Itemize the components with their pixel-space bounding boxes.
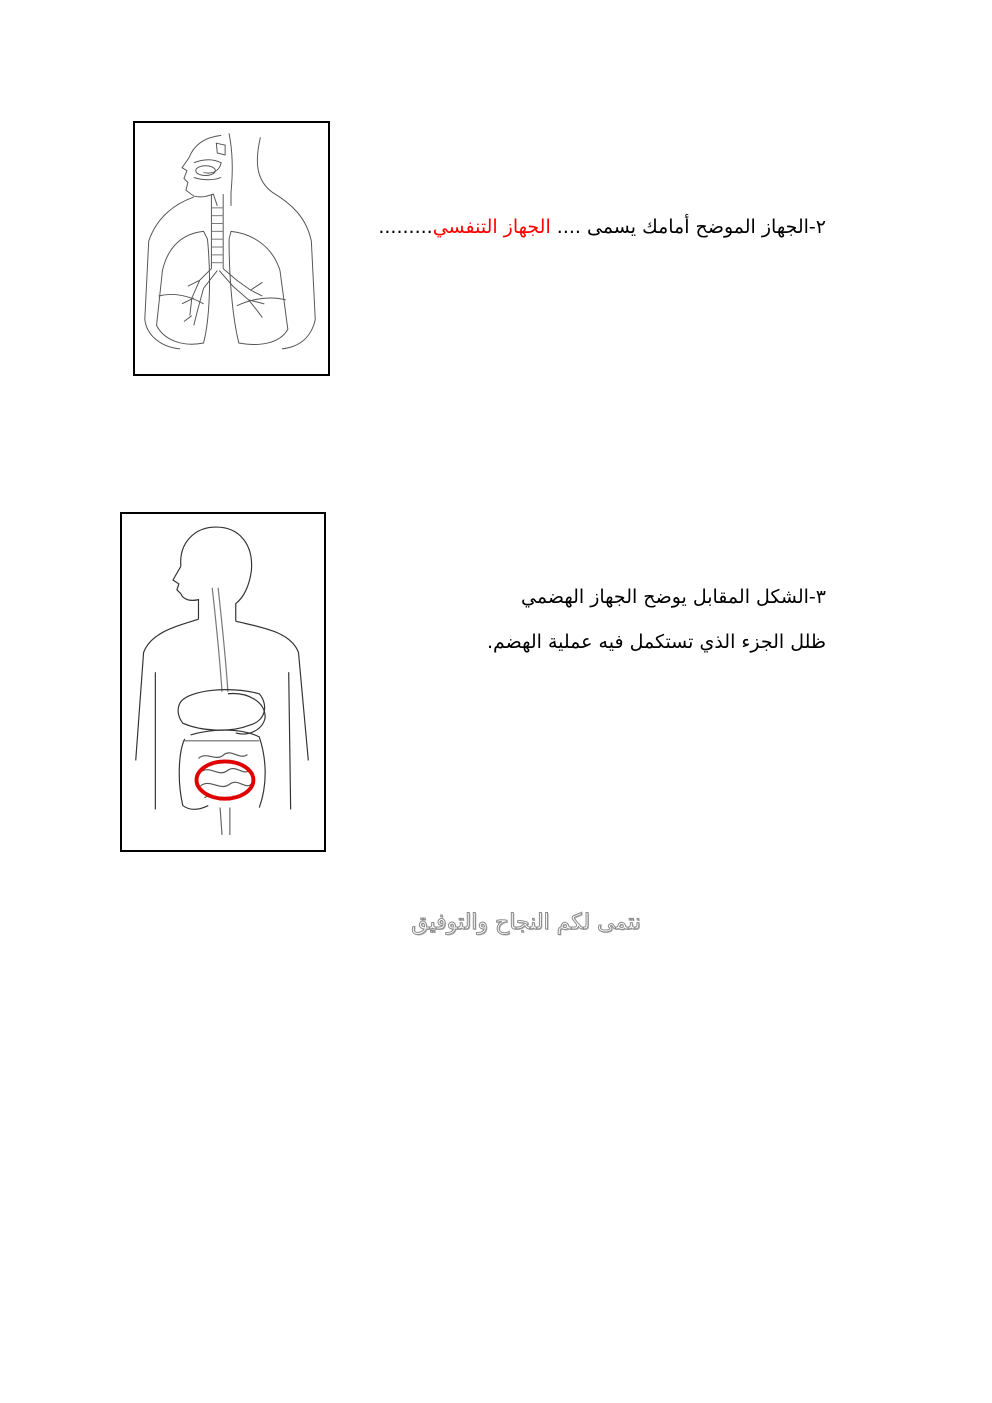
- question-2-text: الجهاز الموضح أمامك يسمى ....: [556, 216, 809, 238]
- question-3-line-1: ٣-الشكل المقابل يوضح الجهاز الهضمي: [521, 586, 826, 608]
- respiratory-system-illustration: [135, 123, 328, 374]
- closing-message: نتمى لكم النجاح والتوفيق: [411, 910, 641, 935]
- question-3-line-2: ظلل الجزء الذي تستكمل فيه عملية الهضم.: [486, 631, 826, 653]
- question-2-answer: الجهاز التنفسي: [432, 216, 551, 238]
- question-2-number: ٢-: [808, 216, 826, 238]
- digestive-system-figure: [120, 512, 326, 852]
- question-2: [378, 215, 826, 239]
- digestive-system-illustration: [122, 514, 324, 850]
- respiratory-system-figure: [133, 121, 330, 376]
- highlight-circle: [197, 761, 254, 798]
- question-2-dots: .........: [378, 216, 433, 238]
